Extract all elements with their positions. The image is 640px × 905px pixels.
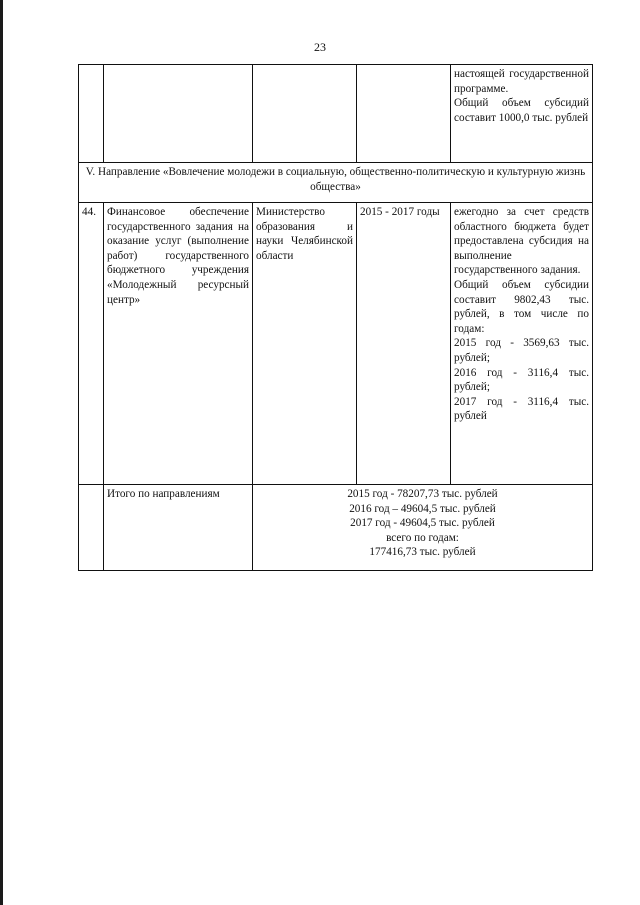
item-executor: Министерство образования и науки Челябинской области	[253, 203, 357, 485]
description-line: 2016 год - 3116,4 тыс. рублей;	[454, 366, 589, 394]
total-line: 2017 год - 49604,5 тыс. рублей	[350, 517, 495, 530]
total-line: 2016 год – 49604,5 тыс. рублей	[349, 502, 496, 515]
description-cell	[451, 65, 593, 163]
total-row	[79, 485, 593, 571]
scan-edge	[0, 0, 3, 905]
executor-cell	[253, 65, 357, 163]
section-header: V. Направление «Вовлечение молодежи в социальную, общественно-политическую и культурную жизнь общества»	[79, 163, 593, 203]
item-term: 2015 - 2017 годы	[357, 203, 451, 485]
item-description	[451, 203, 593, 485]
page-number: 23	[314, 40, 326, 54]
total-line: 2015 год - 78207,73 тыс. рублей	[347, 488, 498, 500]
description-line: Общий объем субсидии составит 9802,43 тыс. рублей, в том числе по годам:	[454, 278, 589, 335]
activity-cell	[104, 65, 253, 163]
number-cell	[79, 65, 104, 163]
description-line: Общий объем субсидий составит 1000,0 тыс. рублей	[454, 97, 589, 124]
table-row	[79, 65, 593, 163]
description-line: 2017 год - 3116,4 тыс. рублей	[454, 395, 589, 423]
term-cell	[357, 65, 451, 163]
program-table	[78, 64, 593, 571]
total-label: Итого по направлениям	[104, 485, 253, 571]
item-activity: Финансовое обеспечение государственного задания на оказание услуг (выполнение работ) государственного бюджетного учреждения «Молодежный ресурсный центр»	[104, 203, 253, 485]
total-line: всего по годам:	[386, 531, 459, 544]
total-number-cell	[79, 485, 104, 571]
total-values	[253, 485, 593, 571]
description-line: ежегодно за счет средств областного бюджета будет предоставлена субсидия на выполнение государственного задания.	[454, 206, 589, 277]
table-row	[79, 203, 593, 485]
section-header-row	[79, 163, 593, 203]
total-line: 177416,73 тыс. рублей	[369, 546, 476, 559]
item-number: 44.	[79, 203, 104, 485]
description-line: 2015 год - 3569,63 тыс. рублей;	[454, 337, 589, 364]
description-line: настоящей государственной программе.	[454, 68, 589, 95]
